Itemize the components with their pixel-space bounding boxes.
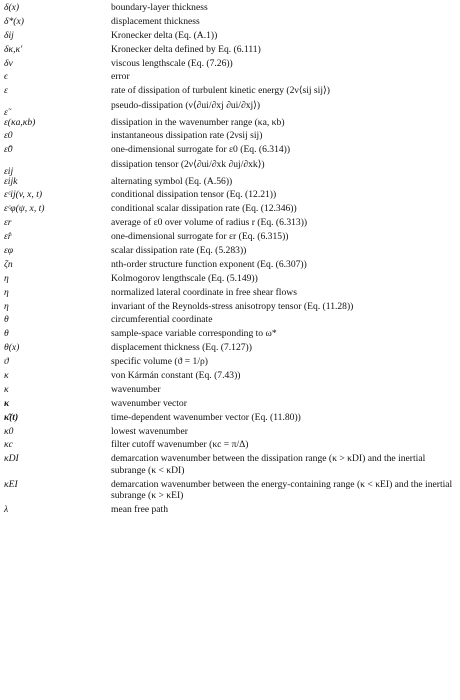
list-item <box>4 85 456 97</box>
description: time-dependent wavenumber vector (Eq. (11.80)) <box>111 411 301 423</box>
symbol: εij <box>4 165 14 177</box>
symbol: δκ,κ′ <box>4 43 23 55</box>
description: displacement thickness <box>111 15 200 27</box>
list-item <box>4 287 456 299</box>
symbol: θ <box>4 328 9 340</box>
symbol: θ <box>4 314 9 326</box>
list-item <box>4 176 456 188</box>
list-item <box>4 439 456 451</box>
symbol: κ̂(t) <box>4 411 19 423</box>
symbol: ε0 <box>4 130 13 142</box>
description: wavenumber <box>111 383 161 395</box>
description: normalized lateral coordinate in free shear flows <box>111 286 297 298</box>
list-item <box>4 356 456 368</box>
symbol: δ*(x) <box>4 15 24 27</box>
symbol: εφ <box>4 244 14 256</box>
symbol: η <box>4 272 9 284</box>
list-item <box>4 398 456 410</box>
list-item <box>4 203 456 215</box>
description: dissipation in the wavenumber range (κa, κb) <box>111 116 285 128</box>
symbol: κ <box>4 369 9 381</box>
list-item <box>4 58 456 70</box>
description: instantaneous dissipation rate (2νsij sij) <box>111 130 263 142</box>
description: boundary-layer thickness <box>111 2 208 13</box>
description: lowest wavenumber <box>111 425 188 437</box>
description: sample-space variable corresponding to ω* <box>111 328 277 340</box>
symbol: κ <box>4 397 10 409</box>
description: specific volume (ϑ = 1/ρ) <box>111 356 209 368</box>
list-item <box>4 231 456 243</box>
symbol: εᶜφ(ψ, x, t) <box>4 203 45 215</box>
description: average of ε0 over volume of radius r (Eq. (6.313)) <box>111 217 308 229</box>
list-item <box>4 273 456 285</box>
symbol: ε(κa,κb) <box>4 116 36 128</box>
list-item <box>4 384 456 396</box>
description: error <box>111 71 130 83</box>
symbol: κ <box>4 383 9 395</box>
list-item <box>4 370 456 382</box>
list-item <box>4 342 456 354</box>
description: one-dimensional surrogate for εr (Eq. (6.315)) <box>111 231 289 243</box>
list-item <box>4 16 456 28</box>
description: scalar dissipation rate (Eq. (5.283)) <box>111 244 247 256</box>
description: Kolmogorov lengthscale (Eq. (5.149)) <box>111 272 258 284</box>
description: wavenumber vector <box>111 397 187 409</box>
symbol: η <box>4 286 9 298</box>
description: nth-order structure function exponent (Eq. (6.307)) <box>111 258 307 270</box>
description: Kronecker delta (Eq. (A.1)) <box>111 29 218 41</box>
list-item <box>4 259 456 271</box>
list-item <box>4 314 456 326</box>
symbol: θ(x) <box>4 342 20 354</box>
list-item <box>4 217 456 229</box>
description: viscous lengthscale (Eq. (7.26)) <box>111 57 233 69</box>
description: filter cutoff wavenumber (κc = π/Δ) <box>111 439 249 451</box>
symbol: ε̂0 <box>4 144 13 156</box>
description: one-dimensional surrogate for ε0 (Eq. (6.314)) <box>111 144 291 156</box>
symbol: ε̃ <box>4 106 8 118</box>
description: dissipation tensor (2ν⟨∂ui/∂xk ∂uj/∂xk⟩) <box>111 158 265 170</box>
description: demarcation wavenumber between the dissipation range (κ > κDI) and the inertial subrange (κ < κDI) <box>111 453 426 476</box>
symbol: κ0 <box>4 425 14 437</box>
symbol: η <box>4 300 9 312</box>
list-item <box>4 99 456 118</box>
symbol: δ(x) <box>4 2 20 13</box>
description: von Kármán constant (Eq. (7.43)) <box>111 369 241 381</box>
list-item <box>4 2 456 14</box>
description: Kronecker delta defined by Eq. (6.111) <box>111 43 261 55</box>
symbol: δij <box>4 29 14 41</box>
symbol: κc <box>4 439 13 451</box>
list-item <box>4 245 456 257</box>
list-item <box>4 30 456 42</box>
symbol: εijk <box>4 175 18 187</box>
symbol: ϑ <box>4 356 9 368</box>
description: pseudo-dissipation (ν⟨∂ui/∂xj ∂ui/∂xj⟩) <box>111 99 261 111</box>
symbol: δν <box>4 57 13 69</box>
list-item <box>4 412 456 424</box>
list-item <box>4 328 456 340</box>
list-item <box>4 144 456 156</box>
symbol: κDI <box>4 453 19 465</box>
description: rate of dissipation of turbulent kinetic energy (2ν⟨sij sij⟩) <box>111 85 330 97</box>
description: circumferential coordinate <box>111 314 213 326</box>
notation-list <box>4 2 456 518</box>
description: displacement thickness (Eq. (7.127)) <box>111 342 252 354</box>
list-item <box>4 158 456 177</box>
list-item <box>4 117 456 129</box>
description: conditional dissipation tensor (Eq. (12.21)) <box>111 189 277 201</box>
symbol: ε̂r <box>4 231 12 243</box>
list-item <box>4 453 456 476</box>
description: alternating symbol (Eq. (A.56)) <box>111 175 233 187</box>
list-item <box>4 130 456 142</box>
symbol: λ <box>4 504 9 516</box>
symbol: εᶜij(v, x, t) <box>4 189 43 201</box>
list-item <box>4 426 456 438</box>
list-item <box>4 479 456 502</box>
list-item <box>4 189 456 201</box>
symbol: ϵ <box>4 71 8 83</box>
description: conditional scalar dissipation rate (Eq. (12.346)) <box>111 203 297 215</box>
list-item <box>4 504 456 516</box>
list-item <box>4 44 456 56</box>
symbol: ζn <box>4 258 13 270</box>
symbol: εr <box>4 217 12 229</box>
list-item <box>4 301 456 313</box>
symbol: κEI <box>4 478 18 490</box>
description: invariant of the Reynolds-stress anisotropy tensor (Eq. (11.28)) <box>111 300 354 312</box>
symbol: ε <box>4 85 8 97</box>
description: demarcation wavenumber between the energy-containing range (κ < κEI) and the inertial subrange (κ > κEI) <box>111 478 453 502</box>
description: mean free path <box>111 504 168 516</box>
list-item <box>4 71 456 83</box>
